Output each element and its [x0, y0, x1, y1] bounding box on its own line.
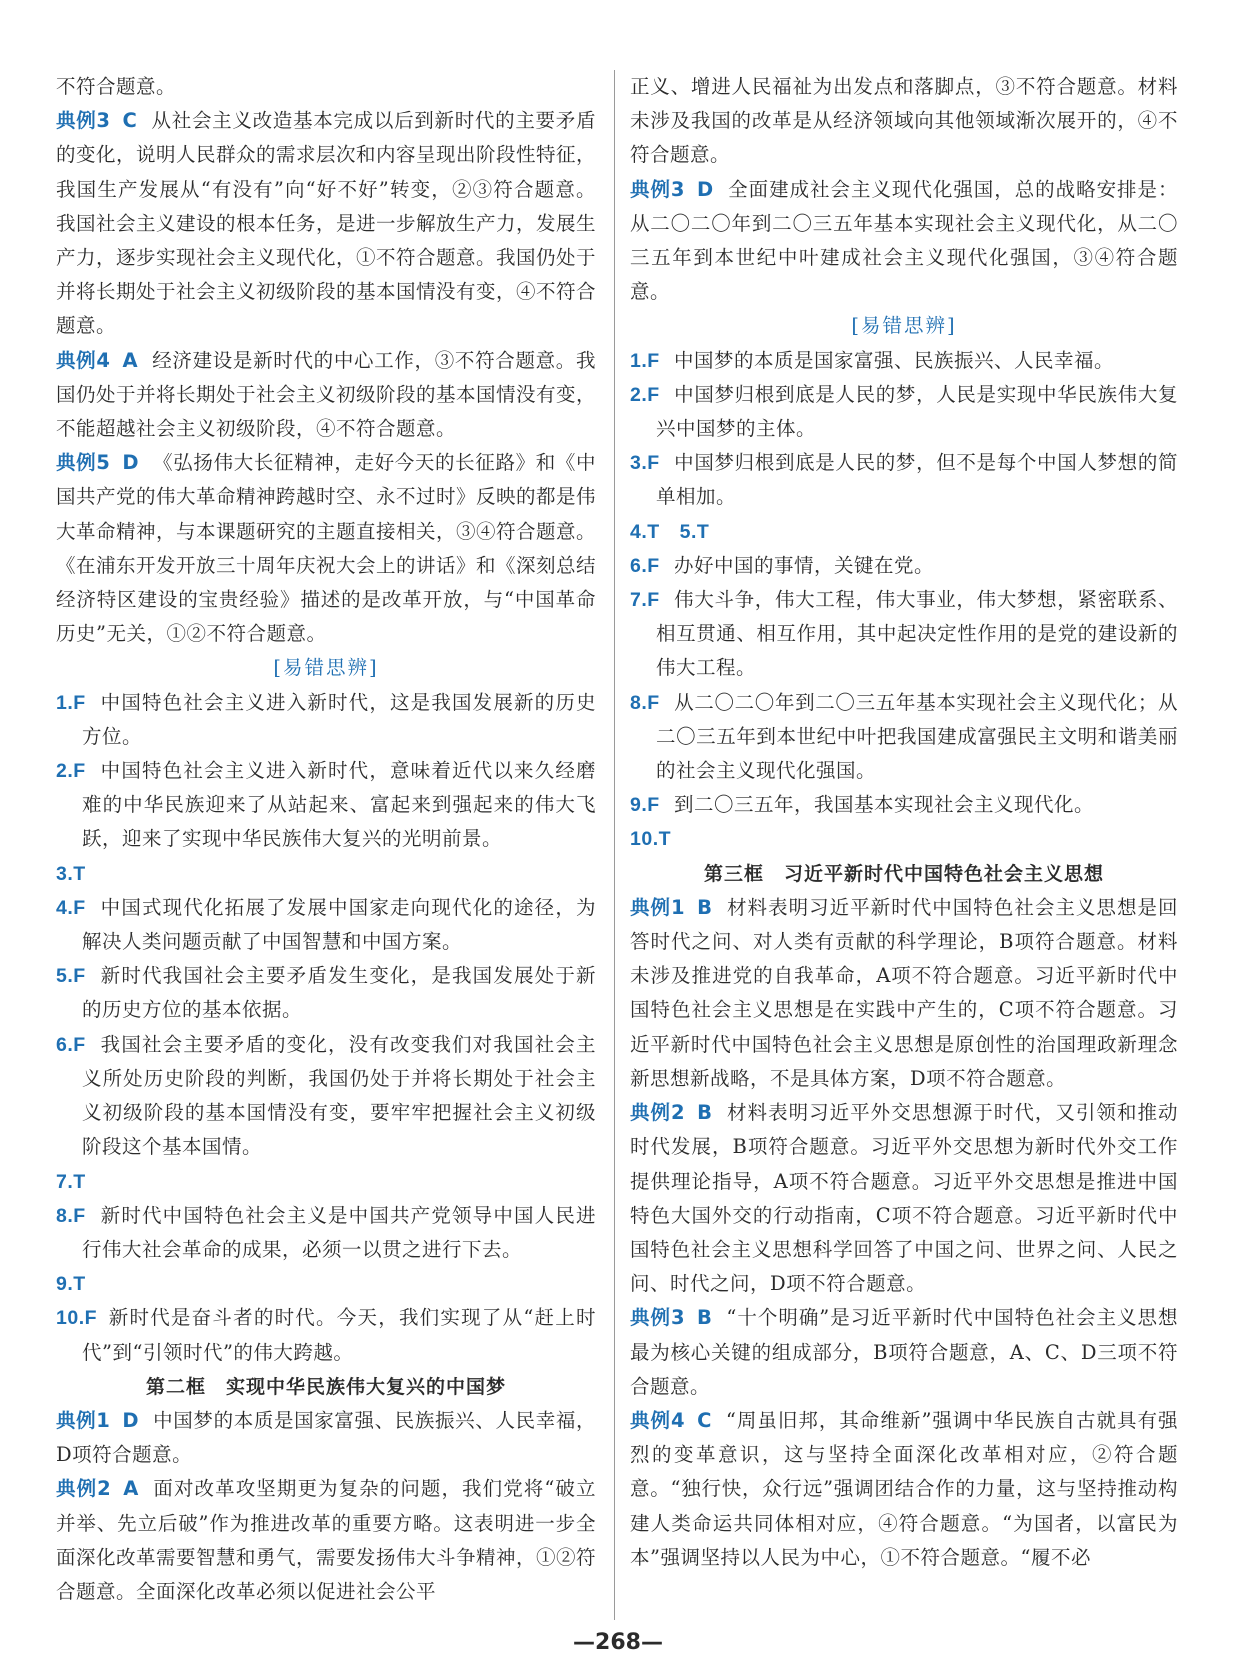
example-text: 材料表明习近平新时代中国特色社会主义思想是回答时代之问、对人类有贡献的科学理论，B项符合题意。材料未涉及推进党的自我革命，A项不符合题意。习近平新时代中国特色社会主义思想是在实践中产生的，C项不符合题意。习近平新时代中国特色社会主义思想是原创性的治国理政新理念新思想新战略，不是具体方案，D项不符合题意。 [630, 895, 1178, 1090]
answer-letter: C [697, 1408, 712, 1432]
item-number: 2.F [56, 760, 86, 783]
example-1 [56, 1404, 596, 1472]
item-number: 3.T [56, 862, 86, 885]
item-number: 2.F [630, 383, 660, 406]
answer-letter: B [697, 895, 713, 919]
list-item [630, 378, 1178, 446]
example-text: 经济建设是新时代的中心工作，③不符合题意。我国仍处于并将长期处于社会主义初级阶段的基本国情没有变，不能超越社会主义初级阶段，④不符合题意。 [56, 348, 597, 441]
example-label: 典例5 [56, 451, 111, 475]
answer-letter: A [122, 348, 139, 372]
example-3 [56, 104, 596, 343]
answer-letter: A [123, 1477, 139, 1501]
paragraph: 正义、增进人民福祉为出发点和落脚点，③不符合题意。材料未涉及我国的改革是从经济领域向其他领域渐次展开的，④不符合题意。 [630, 75, 1178, 167]
answer-letter: B [697, 1306, 713, 1330]
list-item [56, 1028, 596, 1165]
item-text: 中国梦的本质是国家富强、民族振兴、人民幸福。 [674, 348, 1115, 372]
item-text: 中国特色社会主义进入新时代，这是我国发展新的历史方位。 [82, 690, 596, 748]
item-number: 7.T [56, 1170, 86, 1193]
item-text: 中国特色社会主义进入新时代，意味着近代以来久经磨难的中华民族迎来了从站起来、富起来到强起来的伟大飞跃，迎来了实现中华民族伟大复兴的光明前景。 [82, 759, 596, 851]
list-item [56, 1165, 596, 1199]
item-number: 8.F [630, 691, 660, 714]
item-text: 办好中国的事情，关键在党。 [674, 553, 935, 577]
example-4 [630, 1404, 1178, 1575]
list-item [56, 1199, 596, 1267]
list-item [630, 446, 1178, 514]
example-label: 典例2 [630, 1101, 686, 1125]
list-item [56, 1267, 596, 1301]
item-text: 伟大斗争，伟大工程，伟大事业，伟大梦想，紧密联系、相互贯通、相互作用，其中起决定性作用的是党的建设新的伟大工程。 [656, 588, 1178, 680]
answer-letter: D [122, 1408, 140, 1432]
example-3 [630, 1301, 1178, 1404]
example-text: 面对改革攻坚期更为复杂的问题，我们党将“破立并举、先立后破”作为推进改革的重要方略。这表明进一步全面深化改革需要智慧和勇气，需要发扬伟大斗争精神，①②符合题意。全面深化改革必须以促进社会公平 [56, 1477, 597, 1603]
item-text: 中国式现代化拓展了发展中国家走向现代化的途径，为解决人类问题贡献了中国智慧和中国方案。 [82, 895, 596, 954]
item-number: 3.F [630, 452, 660, 475]
list-item [630, 686, 1178, 789]
item-text: 我国社会主要矛盾的变化，没有改变我们对我国社会主义所处历史阶段的判断，我国仍处于并将长期处于社会主义初级阶段的基本国情没有变，要牢牢把握社会主义初级阶段这个基本国情。 [82, 1032, 596, 1159]
item-text: 中国梦归根到底是人民的梦，但不是每个中国人梦想的简单相加。 [656, 451, 1178, 509]
list-item [630, 788, 1178, 822]
item-number: 4.F [56, 896, 86, 919]
list-item [630, 515, 1178, 549]
example-text: “周虽旧邦，其命维新”强调中华民族自古就具有强烈的变革意识，这与坚持全面深化改革相对应，②符合题意。“独行快，众行远”强调团结合作的力量，这与坚持推动构建人类命运共同体相对应，④符合题意。“为国者，以富民为本”强调坚持以人民为中心，①不符合题意。“履不必 [630, 1408, 1178, 1569]
list-item [56, 891, 596, 959]
item-number: 1.F [630, 349, 660, 372]
item-text: 新时代是奋斗者的时代。今天，我们实现了从“赶上时代”到“引领时代”的伟大跨越。 [82, 1306, 596, 1364]
answer-letter: B [697, 1101, 713, 1125]
example-label: 典例3 [56, 109, 111, 133]
answer-letter: D [122, 451, 140, 475]
item-number: 5.F [56, 965, 86, 988]
example-label: 典例4 [56, 348, 111, 372]
list-item [56, 959, 596, 1027]
example-text: 材料表明习近平外交思想源于时代，又引领和推动时代发展，B项符合题意。习近平外交思想为新时代外交工作提供理论指导，A项不符合题意。习近平外交思想是推进中国特色大国外交的行动指南，C项不符合题意。习近平新时代中国特色社会主义思想科学回答了中国之问、世界之问、人民之问、时代之问，D项不符合题意。 [630, 1101, 1178, 1296]
example-label: 典例2 [56, 1477, 112, 1501]
item-number: 1.F [56, 691, 86, 714]
section-tag: [易错思辨] [273, 656, 379, 680]
list-item [630, 549, 1178, 583]
item-number: 9.F [630, 794, 660, 817]
item-number: 7.F [630, 589, 660, 612]
item-text: 新时代我国社会主要矛盾发生变化，是我国发展处于新的历史方位的基本依据。 [82, 964, 596, 1022]
section-title: 第二框 实现中华民族伟大复兴的中国梦 [145, 1375, 506, 1398]
list-item [630, 583, 1178, 686]
example-label: 典例3 [630, 177, 686, 201]
example-label: 典例1 [630, 895, 686, 919]
example-1 [630, 891, 1178, 1096]
list-item [630, 822, 1178, 856]
example-text: 从社会主义改造基本完成以后到新时代的主要矛盾的变化，说明人民群众的需求层次和内容呈现出阶段性特征，我国生产发展从“有没有”向“好不好”转变，②③符合题意。我国社会主义建设的根本任务，是进一步解放生产力，发展生产力，逐步实现社会主义现代化，①不符合题意。我国仍处于并将长期处于社会主义初级阶段的基本国情没有变，④不符合题意。 [56, 109, 597, 338]
section-tag: [易错思辨] [851, 314, 957, 338]
answer-letter: D [697, 177, 714, 201]
list-item [56, 686, 596, 754]
left-column [56, 70, 596, 1609]
item-number: 9.T [56, 1273, 86, 1296]
example-label: 典例3 [630, 1306, 686, 1330]
item-number: 10.T [630, 828, 672, 851]
item-text: 从二〇二〇年到二〇三五年基本实现社会主义现代化；从二〇三五年到本世纪中叶把我国建成富强民主文明和谐美丽的社会主义现代化强国。 [656, 690, 1178, 783]
example-2 [630, 1096, 1178, 1301]
list-item [56, 754, 596, 857]
right-column [630, 70, 1178, 1575]
example-text: 全面建成社会主义现代化强国，总的战略安排是：从二〇二〇年到二〇三五年基本实现社会主义现代化，从二〇三五年到本世纪中叶建成社会主义现代化强国，③④符合题意。 [630, 177, 1178, 304]
example-5 [56, 446, 596, 651]
example-4 [56, 344, 596, 447]
paragraph: 不符合题意。 [56, 75, 177, 98]
item-number: 8.F [56, 1204, 86, 1227]
example-text: 中国梦的本质是国家富强、民族振兴、人民幸福，D项符合题意。 [56, 1408, 596, 1467]
item-number: 6.F [56, 1033, 86, 1056]
item-number: 6.F [630, 554, 660, 577]
list-item [56, 857, 596, 891]
example-label: 典例4 [630, 1408, 686, 1432]
list-item [630, 344, 1178, 378]
item-number: 4.T 5.T [630, 520, 710, 543]
item-number: 10.F [56, 1307, 98, 1330]
page-number: —268— [573, 1630, 663, 1655]
item-text: 中国梦归根到底是人民的梦，人民是实现中华民族伟大复兴中国梦的主体。 [656, 382, 1178, 441]
item-text: 新时代中国特色社会主义是中国共产党领导中国人民进行伟大社会革命的成果，必须一以贯之进行下去。 [82, 1203, 596, 1261]
list-item [56, 1301, 596, 1369]
section-title: 第三框 习近平新时代中国特色社会主义思想 [703, 862, 1104, 885]
example-label: 典例1 [56, 1408, 111, 1432]
example-text: “十个明确”是习近平新时代中国特色社会主义思想最为核心关键的组成部分，B项符合题意，A、C、D三项不符合题意。 [630, 1306, 1178, 1398]
example-text: 《弘扬伟大长征精神，走好今天的长征路》和《中国共产党的伟大革命精神跨越时空、永不过时》反映的都是伟大革命精神，与本课题研究的主题直接相关，③④符合题意。《在浦东开发开放三十周年庆祝大会上的讲话》和《深刻总结经济特区建设的宝贵经验》描述的是改革开放，与“中国革命历史”无关，①②不符合题意。 [56, 451, 597, 646]
answer-letter: C [122, 109, 138, 133]
example-3 [630, 173, 1178, 310]
column-divider [614, 70, 615, 1620]
example-2 [56, 1472, 596, 1609]
item-text: 到二〇三五年，我国基本实现社会主义现代化。 [674, 793, 1095, 817]
